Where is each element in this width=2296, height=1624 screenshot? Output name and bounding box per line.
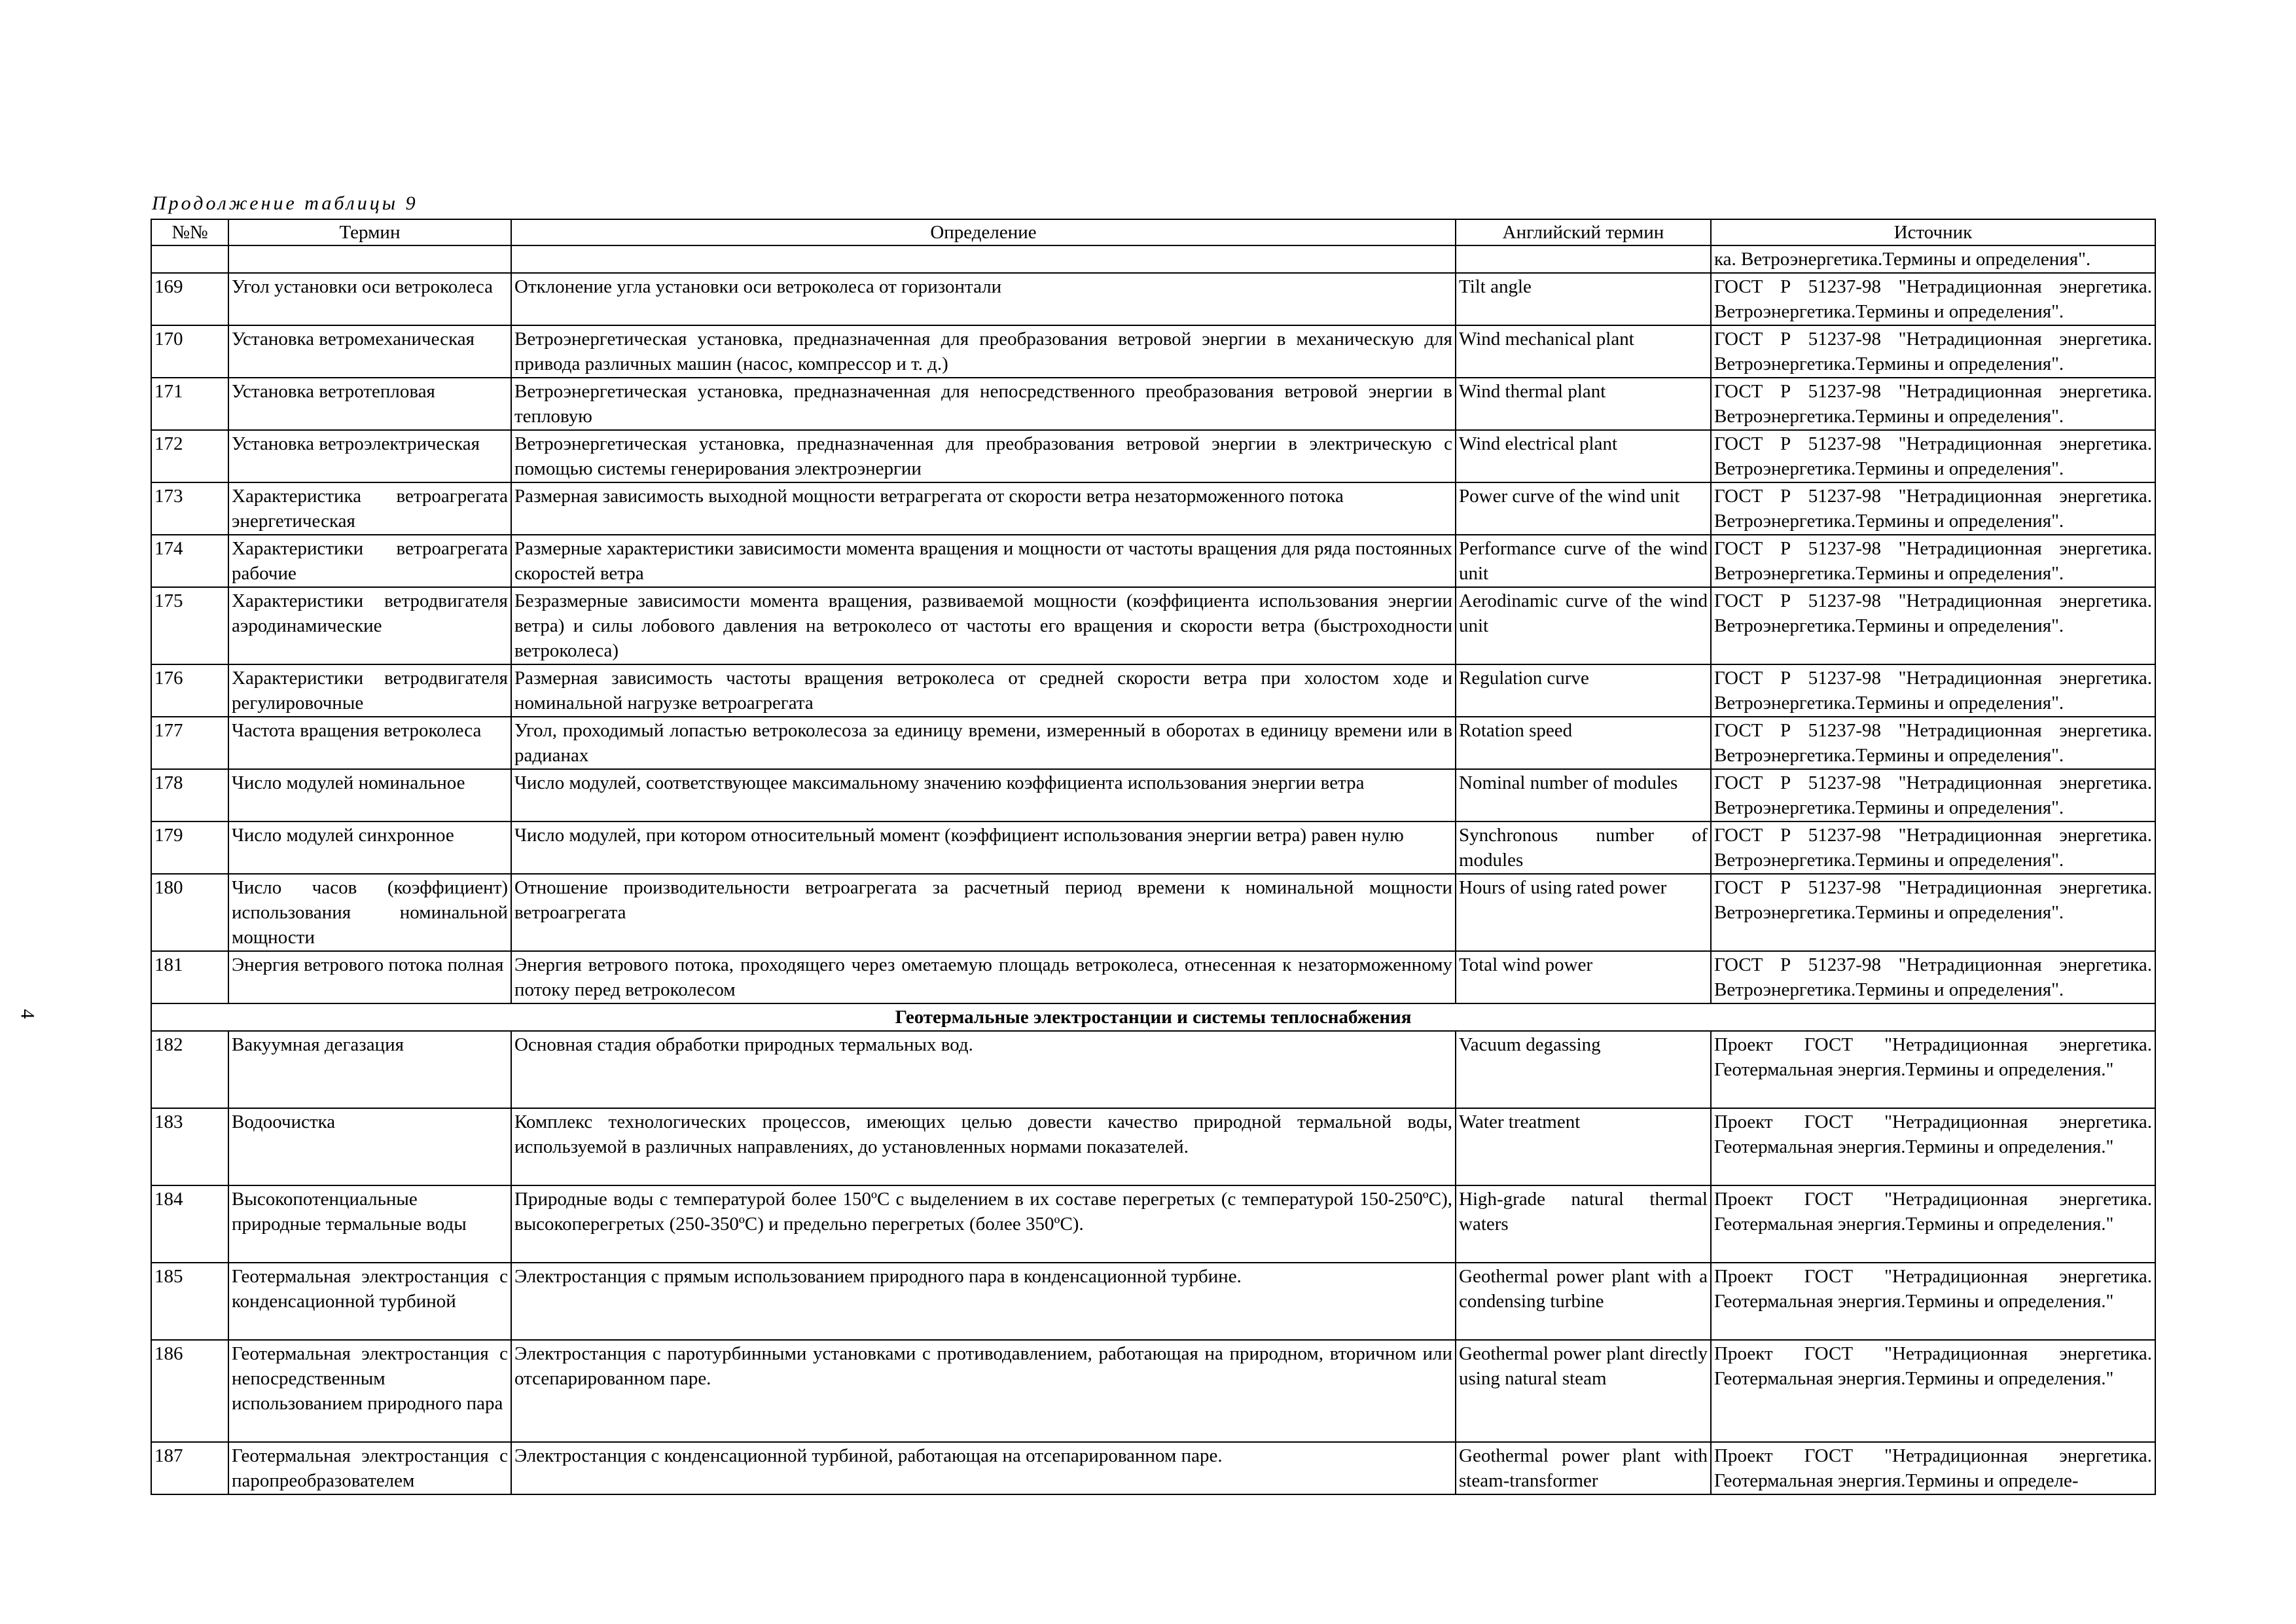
table-cell-english: Geothermal power plant with steam-transformer	[1456, 1442, 1711, 1494]
table-cell-english: Wind mechanical plant	[1456, 325, 1711, 378]
table-row	[151, 821, 2155, 874]
table-row	[151, 664, 2155, 717]
table-cell-definition: Ветроэнергетическая установка, предназначенная для преобразования ветровой энергии в механическую для привода различных машин (насос, компрессор и т. д.)	[511, 325, 1456, 378]
table-cell	[151, 245, 228, 273]
terms-table	[151, 219, 2156, 1495]
table-cell-term: Характеристики ветродвигателя регулировочные	[228, 664, 511, 717]
column-header-term: Термин	[228, 219, 511, 245]
table-cell-term: Число модулей номинальное	[228, 769, 511, 821]
column-header-number: №№	[151, 219, 228, 245]
column-header-english: Английский термин	[1456, 219, 1711, 245]
table-row	[151, 769, 2155, 821]
table-cell-source: ГОСТ Р 51237-98 "Нетрадиционная энергетика. Ветроэнергетика.Термины и определения".	[1711, 273, 2155, 325]
table-cell-source: Проект ГОСТ "Нетрадиционная энергетика. Геотермальная энергия.Термины и определения."	[1711, 1340, 2155, 1442]
table-cell-definition: Размерная зависимость выходной мощности ветрагрегата от скорости ветра незаторможенного потока	[511, 482, 1456, 535]
table-cell-definition: Электростанция с конденсационной турбиной, работающая на отсепарированном паре.	[511, 1442, 1456, 1494]
table-row	[151, 717, 2155, 769]
table-cell-definition: Энергия ветрового потока, проходящего через ометаемую площадь ветроколеса, отнесенная к незаторможенному потоку перед ветроколесом	[511, 951, 1456, 1003]
table-cell-definition: Размерные характеристики зависимости момента вращения и мощности от частоты вращения для ряда постоянных скоростей ветра	[511, 535, 1456, 587]
table-cell-term: Геотермальная электростанция с непосредственным использованием природного пара	[228, 1340, 511, 1442]
table-cell-number: 179	[151, 821, 228, 874]
page-number: 4	[16, 1009, 39, 1019]
table-cell-term: Установка ветромеханическая	[228, 325, 511, 378]
table-cell-number: 175	[151, 587, 228, 664]
table-cell-definition: Угол, проходимый лопастью ветроколесоза за единицу времени, измеренный в оборотах в единицу времени или в радианах	[511, 717, 1456, 769]
table-row	[151, 1185, 2155, 1263]
table-row	[151, 378, 2155, 430]
table-cell-english: Total wind power	[1456, 951, 1711, 1003]
table-cell-term: Число модулей синхронное	[228, 821, 511, 874]
table-cell-term: Геотермальная электростанция с конденсационной турбиной	[228, 1263, 511, 1340]
table-row	[151, 1031, 2155, 1108]
table-cell-definition: Электростанция с паротурбинными установками с противодавлением, работающая на природном, вторичном или отсепарированном паре.	[511, 1340, 1456, 1442]
table-cell-number: 184	[151, 1185, 228, 1263]
table-cell-source: ГОСТ Р 51237-98 "Нетрадиционная энергетика. Ветроэнергетика.Термины и определения".	[1711, 769, 2155, 821]
table-row	[151, 951, 2155, 1003]
table-cell-term: Частота вращения ветроколеса	[228, 717, 511, 769]
table-cell-term: Водоочистка	[228, 1108, 511, 1185]
table-body-geothermal	[151, 1031, 2155, 1494]
section-title: Геотермальные электростанции и системы теплоснабжения	[151, 1003, 2155, 1031]
table-row	[151, 430, 2155, 482]
table-cell-english: Geothermal power plant with a condensing turbine	[1456, 1263, 1711, 1340]
table-row	[151, 325, 2155, 378]
table-cell-number: 183	[151, 1108, 228, 1185]
table-cell-definition: Число модулей, при котором относительный момент (коэффициент использования энергии ветра) равен нулю	[511, 821, 1456, 874]
table-cell-number: 185	[151, 1263, 228, 1340]
table-cell-definition: Число модулей, соответствующее максимальному значению коэффициента использования энергии ветра	[511, 769, 1456, 821]
table-cell-source: ГОСТ Р 51237-98 "Нетрадиционная энергетика. Ветроэнергетика.Термины и определения".	[1711, 378, 2155, 430]
table-row	[151, 535, 2155, 587]
table-cell-term: Число часов (коэффициент) использования номинальной мощности	[228, 874, 511, 951]
table-header-row	[151, 219, 2155, 245]
table-cell-term: Угол установки оси ветроколеса	[228, 273, 511, 325]
table-body-section	[151, 1003, 2155, 1031]
table-cell-term: Характеристики ветродвигателя аэродинамические	[228, 587, 511, 664]
table-cell-source: ГОСТ Р 51237-98 "Нетрадиционная энергетика. Ветроэнергетика.Термины и определения".	[1711, 874, 2155, 951]
table-cell-english: Tilt angle	[1456, 273, 1711, 325]
table-cell-source: ГОСТ Р 51237-98 "Нетрадиционная энергетика. Ветроэнергетика.Термины и определения".	[1711, 664, 2155, 717]
table-cell-term: Характеристики ветроагрегата рабочие	[228, 535, 511, 587]
table-cell-definition: Комплекс технологических процессов, имеющих целью довести качество природной термальной воды, используемой в различных направлениях, до установленных нормами показателей.	[511, 1108, 1456, 1185]
table-cell-source: ГОСТ Р 51237-98 "Нетрадиционная энергетика. Ветроэнергетика.Термины и определения".	[1711, 951, 2155, 1003]
continuation-row	[151, 245, 2155, 273]
table-cell-number: 174	[151, 535, 228, 587]
table-cell-term: Характеристика ветроагрегата энергетическая	[228, 482, 511, 535]
table-cell-english: Regulation curve	[1456, 664, 1711, 717]
column-header-source: Источник	[1711, 219, 2155, 245]
table-row	[151, 482, 2155, 535]
table-cell-definition: Размерная зависимость частоты вращения ветроколеса от средней скорости ветра при холостом ходе и номинальной нагрузке ветроагрегата	[511, 664, 1456, 717]
table-cell-english: Rotation speed	[1456, 717, 1711, 769]
table-cell-english: Power curve of the wind unit	[1456, 482, 1711, 535]
table-cell-definition: Основная стадия обработки природных термальных вод.	[511, 1031, 1456, 1108]
table-cell-definition: Ветроэнергетическая установка, предназначенная для непосредственного преобразования ветровой энергии в тепловую	[511, 378, 1456, 430]
table-row	[151, 1108, 2155, 1185]
table-cell-source: ГОСТ Р 51237-98 "Нетрадиционная энергетика. Ветроэнергетика.Термины и определения".	[1711, 325, 2155, 378]
table-cell-source: Проект ГОСТ "Нетрадиционная энергетика. Геотермальная энергия.Термины и определе-	[1711, 1442, 2155, 1494]
table-cell-term: Установка ветротепловая	[228, 378, 511, 430]
table-cell	[228, 245, 511, 273]
table-cell-source: ГОСТ Р 51237-98 "Нетрадиционная энергетика. Ветроэнергетика.Термины и определения".	[1711, 821, 2155, 874]
table-cell-english: Nominal number of modules	[1456, 769, 1711, 821]
table-body-wind	[151, 245, 2155, 1003]
table-row	[151, 1442, 2155, 1494]
table-cell-number: 170	[151, 325, 228, 378]
table-cell-term: Вакуумная дегазация	[228, 1031, 511, 1108]
table-cell-english: Wind thermal plant	[1456, 378, 1711, 430]
table-cell-number: 186	[151, 1340, 228, 1442]
table-cell-term: Установка ветроэлектрическая	[228, 430, 511, 482]
table-cell-source: ГОСТ Р 51237-98 "Нетрадиционная энергетика. Ветроэнергетика.Термины и определения".	[1711, 535, 2155, 587]
table-cell-definition: Безразмерные зависимости момента вращения, развиваемой мощности (коэффициента использования энергии ветра) и силы лобового давления на ветроколесо от частоты его вращения и скорости ветра (быстроходности ветроколеса)	[511, 587, 1456, 664]
table-cell-definition: Электростанция с прямым использованием природного пара в конденсационной турбине.	[511, 1263, 1456, 1340]
table-cell-number: 173	[151, 482, 228, 535]
table-cell-number: 178	[151, 769, 228, 821]
table-row	[151, 1340, 2155, 1442]
table-cell-english: Vacuum degassing	[1456, 1031, 1711, 1108]
table-cell-english: Geothermal power plant directly using natural steam	[1456, 1340, 1711, 1442]
table-cell-source: ГОСТ Р 51237-98 "Нетрадиционная энергетика. Ветроэнергетика.Термины и определения".	[1711, 587, 2155, 664]
table-cell-definition: Отклонение угла установки оси ветроколеса от горизонтали	[511, 273, 1456, 325]
table-cell-english: Water treatment	[1456, 1108, 1711, 1185]
table-cell-number: 177	[151, 717, 228, 769]
table-cell-source: ГОСТ Р 51237-98 "Нетрадиционная энергетика. Ветроэнергетика.Термины и определения".	[1711, 717, 2155, 769]
table-cell-source: ГОСТ Р 51237-98 "Нетрадиционная энергетика. Ветроэнергетика.Термины и определения".	[1711, 430, 2155, 482]
table-cell-source: Проект ГОСТ "Нетрадиционная энергетика. Геотермальная энергия.Термины и определения."	[1711, 1263, 2155, 1340]
table-cell-english: High-grade natural thermal waters	[1456, 1185, 1711, 1263]
table-cell	[511, 245, 1456, 273]
table-cell-number: 181	[151, 951, 228, 1003]
section-header-row	[151, 1003, 2155, 1031]
table-cell-english: Hours of using rated power	[1456, 874, 1711, 951]
table-cell-term: Геотермальная электростанция с паропреобразователем	[228, 1442, 511, 1494]
table-cell-source: Проект ГОСТ "Нетрадиционная энергетика. Геотермальная энергия.Термины и определения."	[1711, 1108, 2155, 1185]
table-cell-number: 182	[151, 1031, 228, 1108]
table-cell-english: Synchronous number of modules	[1456, 821, 1711, 874]
table-cell-english: Aerodinamic curve of the wind unit	[1456, 587, 1711, 664]
table-cell-source: ка. Ветроэнергетика.Термины и определения".	[1711, 245, 2155, 273]
table-cell-number: 169	[151, 273, 228, 325]
table-cell-number: 172	[151, 430, 228, 482]
table-cell-source: Проект ГОСТ "Нетрадиционная энергетика. Геотермальная энергия.Термины и определения."	[1711, 1031, 2155, 1108]
table-cell-number: 171	[151, 378, 228, 430]
table-cell-source: ГОСТ Р 51237-98 "Нетрадиционная энергетика. Ветроэнергетика.Термины и определения".	[1711, 482, 2155, 535]
column-header-definition: Определение	[511, 219, 1456, 245]
table-row	[151, 587, 2155, 664]
table-cell-definition: Природные воды с температурой более 150ºС с выделением в их составе перегретых (с температурой 150-250ºС), высокоперегретых (250-350ºС) и предельно перегретых (более 350ºС).	[511, 1185, 1456, 1263]
table-cell-number: 187	[151, 1442, 228, 1494]
table-cell	[1456, 245, 1711, 273]
table-row	[151, 273, 2155, 325]
table-row	[151, 1263, 2155, 1340]
table-cell-number: 180	[151, 874, 228, 951]
table-row	[151, 874, 2155, 951]
table-cell-english: Wind electrical plant	[1456, 430, 1711, 482]
table-caption: Продолжение таблицы 9	[152, 192, 418, 214]
table-cell-definition: Ветроэнергетическая установка, предназначенная для преобразования ветровой энергии в электрическую с помощью системы генерирования электроэнергии	[511, 430, 1456, 482]
table-cell-term: Энергия ветрового потока полная	[228, 951, 511, 1003]
table-cell-definition: Отношение производительности ветроагрегата за расчетный период времени к номинальной мощности ветроагрегата	[511, 874, 1456, 951]
table-cell-source: Проект ГОСТ "Нетрадиционная энергетика. Геотермальная энергия.Термины и определения."	[1711, 1185, 2155, 1263]
table-cell-term: Высокопотенциальные природные термальные воды	[228, 1185, 511, 1263]
table-cell-english: Performance curve of the wind unit	[1456, 535, 1711, 587]
table-cell-number: 176	[151, 664, 228, 717]
